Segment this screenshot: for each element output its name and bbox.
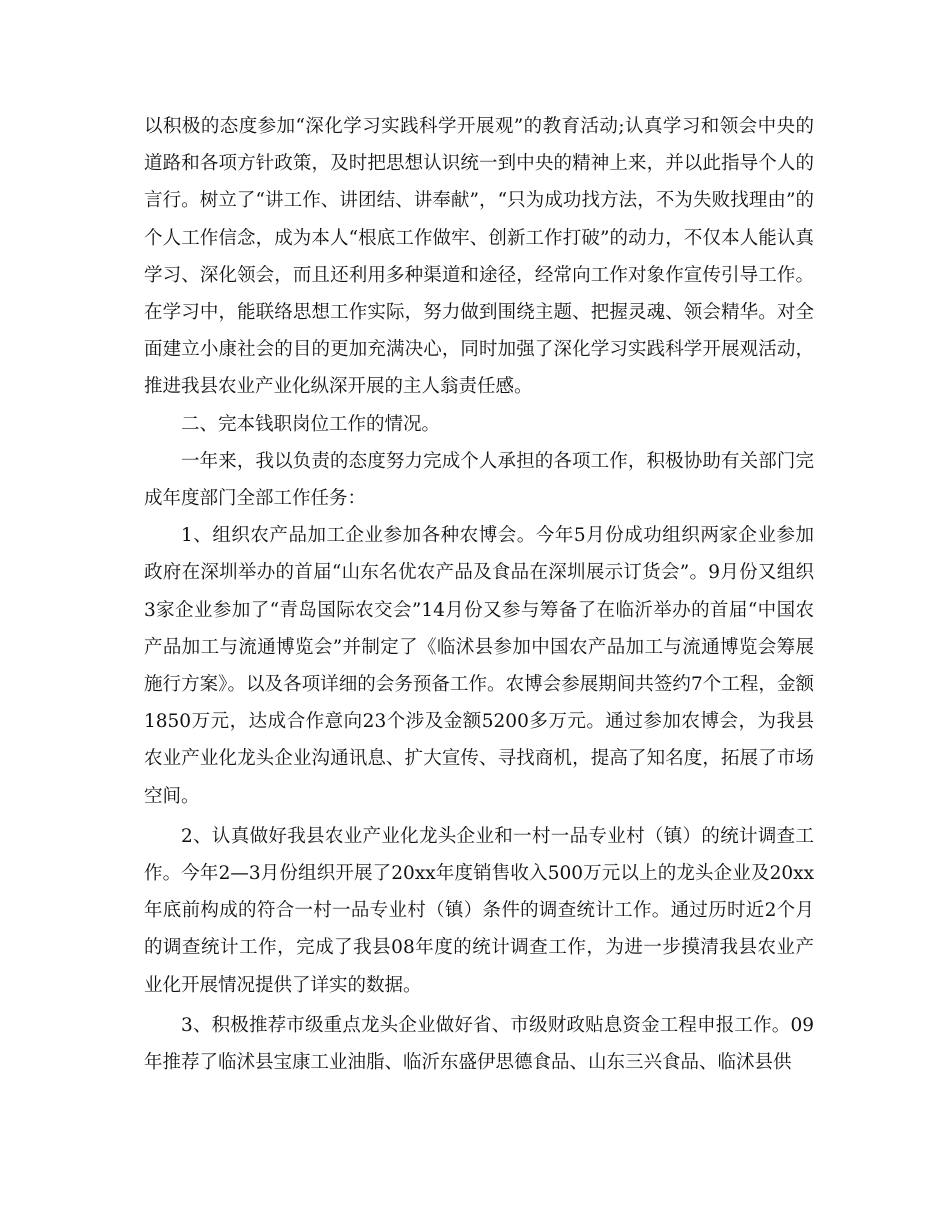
paragraph-study-continued: 以积极的态度参加“深化学习实践科学开展观”的教育活动;认真学习和领会中央的道路和各项方针政策，及时把思想认识统一到中央的精神上来，并以此指导个人的言行。树立了“讲工作、讲团结、讲奉献”，“只为成功找方法，不为失败找理由”的个人工作信念，成为本人“根底工作做牢、创新工作打破”的动力，不仅本人能认真学习、深化领会，而且还利用多种渠道和途径，经常向工作对象作宣传引导工作。在学习中，能联络思想工作实际，努力做到围绕主题、把握灵魂、领会精华。对全面建立小康社会的目的更加充满决心，同时加强了深化学习实践科学开展观活动，推进我县农业产业化纵深开展的主人翁责任感。 — [144, 116, 814, 398]
paragraph-item-1-expo: 1、组织农产品加工企业参加各种农博会。今年5月份成功组织两家企业参加政府在深圳举办的首届“山东名优农产品及食品在深圳展示订货会”。9月份又组织3家企业参加了“青岛国际农交会”14月份又参与筹备了在临沂举办的首届“中国农产品加工与流通博览会”并制定了《临沭县参加中国农产品加工与流通博览会筹展施行方案》。以及各项详细的会务预备工作。农博会参展期间共签约7个工程，金额1850万元，达成合作意向23个涉及金额5200多万元。通过参加农博会，为我县农业产业化龙头企业沟通讯息、扩大宣传、寻找商机，提高了知名度，拓展了市场空间。 — [144, 525, 814, 807]
paragraph-item-3-funding: 3、积极推荐市级重点龙头企业做好省、市级财政贴息资金工程申报工作。09年推荐了临沭县宝康工业油脂、临沂东盛伊思德食品、山东三兴食品、临沭县供 — [144, 1014, 814, 1074]
section-heading-work: 二、完本钱职岗位工作的情况。 — [181, 413, 441, 435]
document-body — [144, 108, 814, 1081]
paragraph-item-2-statistics: 2、认真做好我县农业产业化龙头企业和一村一品专业村（镇）的统计调查工作。今年2—3月份组织开展了20xx年度销售收入500万元以上的龙头企业及20xx年底前构成的符合一村一品专业村（镇）条件的调查统计工作。通过历时近2个月的调查统计工作，完成了我县08年度的统计调查工作，为进一步摸清我县农业产业化开展情况提供了详实的数据。 — [144, 825, 814, 996]
paragraph-work-intro: 一年来，我以负责的态度努力完成个人承担的各项工作，积极协助有关部门完成年度部门全部工作任务： — [144, 450, 814, 510]
